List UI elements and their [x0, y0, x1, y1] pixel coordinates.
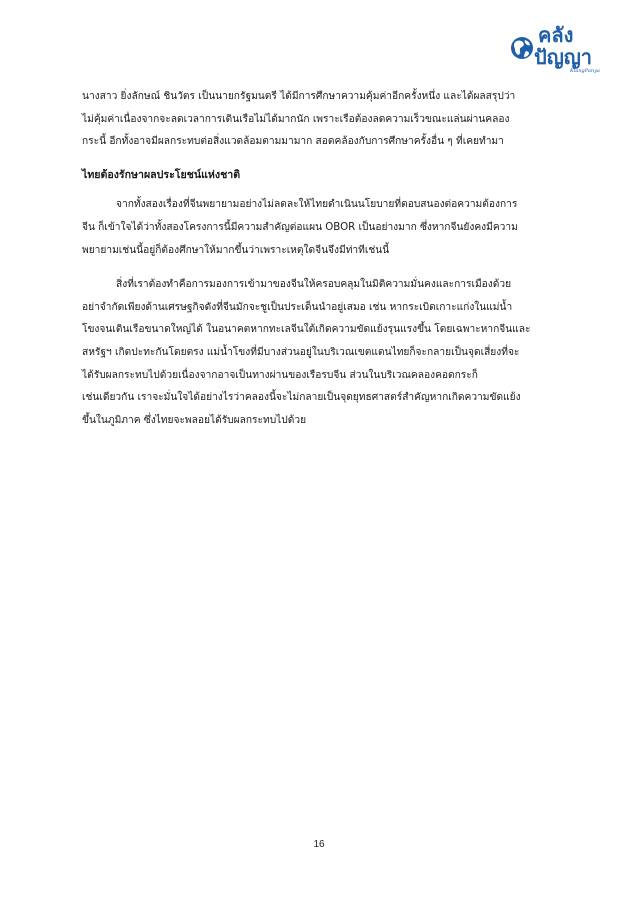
paragraph-intro	[82, 86, 560, 154]
paragraph-2	[82, 274, 560, 432]
globe-icon	[511, 37, 533, 59]
text-line: จากทั้งสองเรื่องที่จีนพยายามอย่างไม่ลดละให้ไทยดำเนินนโยบายที่ตอบสนองต่อความต้องการ	[116, 199, 518, 211]
logo-text-line2: ปัญญา	[534, 45, 593, 69]
text-line: อย่าจำกัดเพียงด้านเศรษฐกิจดังที่จีนมักจะชูเป็นประเด็นนำอยู่เสมอ เช่น หากระเบิดเกาะแก่งในแม่น้ำ	[82, 301, 513, 313]
page-number: 16	[313, 839, 325, 850]
text-line: สิ่งที่เราต้องทำคือการมองการเข้ามาของจีนให้ครอบคลุมในมิติความมั่นคงและการเมืองด้วย	[116, 279, 512, 291]
text-line: ไม่คุ้มค่าเนื่องจากจะลดเวลาการเดินเรือไม่ได้มากนัก เพราะเรือต้องลดความเร็วขณะแล่นผ่านคลอง	[82, 113, 510, 125]
klangpanya-logo	[508, 18, 606, 74]
text-line: โขงจนเดินเรือขนาดใหญ่ได้ ในอนาคตหากทะเลจีนใต้เกิดความขัดแย้งรุนแรงขึ้น โดยเฉพาะหากจีนและ	[82, 324, 531, 336]
section-heading: ไทยต้องรักษาผลประโยชน์แห่งชาติ	[82, 168, 241, 181]
text-line: พยายามเช่นนี้อยู่ก็ต้องศึกษาให้มากขึ้นว่าเพราะเหตุใดจีนจึงมีท่าทีเช่นนี้	[82, 244, 390, 256]
text-line: ขึ้นในภูมิภาค ซึ่งไทยจะพลอยได้รับผลกระทบไปด้วย	[82, 414, 307, 426]
text-line: กระนี้ อีกทั้งอาจมีผลกระทบต่อสิ่งแวดล้อมตามมามาก สอดคล้องกับการศึกษาครั้งอื่น ๆ ที่เคยทำมา	[82, 136, 504, 148]
text-line: ได้รับผลกระทบไปด้วยเนื่องจากอาจเป็นทางผ่านของเรือรบจีน ส่วนในบริเวณคลองคอดกระก็	[82, 369, 478, 381]
text-line: นางสาว ยิ่งลักษณ์ ชินวัตร เป็นนายกรัฐมนตรี ได้มีการศึกษาความคุ้มค่าอีกครั้งหนึ่ง และได้ผลสรุปว่า	[82, 91, 516, 102]
paragraph-spacer	[82, 262, 560, 274]
document-body	[82, 86, 560, 432]
logo-text-line1: คลัง	[538, 23, 574, 47]
text-line: สหรัฐฯ เกิดปะทะกันโดยตรง แม่น้ำโขงที่มีบางส่วนอยู่ในบริเวณเขตแดนไทยก็จะกลายเป็นจุดเสี่ยงที่จะ	[82, 346, 520, 358]
paragraph-1	[82, 194, 560, 262]
text-line: เช่นเดียวกัน เราจะมั่นใจได้อย่างไรว่าคลองนี้จะไม่กลายเป็นจุดยุทธศาสตร์สำคัญหากเกิดความขัดแย้ง	[82, 392, 521, 404]
text-line: จีน ก็เข้าใจได้ว่าทั้งสองโครงการนี้มีความสำคัญต่อแผน OBOR เป็นอย่างมาก ซึ่งหากจีนยังคงมีความ	[82, 221, 518, 233]
logo-tagline: KlangPanya	[570, 68, 600, 74]
